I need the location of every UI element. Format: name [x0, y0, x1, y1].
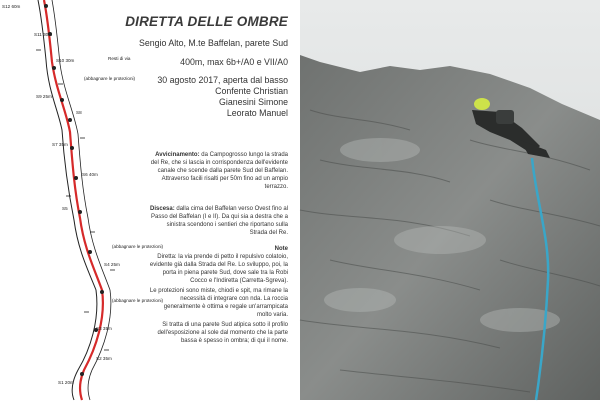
descent-paragraph — [148, 206, 288, 238]
climbing-photo — [300, 0, 600, 400]
pitch-label-1: S1 20m — [58, 380, 74, 385]
pitch-label-3: S3 35m — [96, 326, 112, 331]
climber-2: Leorato Manuel — [226, 108, 288, 118]
pitch-label-8: S8 — [76, 110, 82, 115]
notes-line-2: Si tratta di una parete Sud atipica sotto il profilo dell'esposizione al sole dal momento che la parte bassa è spesso in ombra; di qui il nome. — [157, 321, 288, 344]
climber-0: Confente Christian — [215, 86, 288, 96]
pitch-label-4: S4 25m — [104, 262, 120, 267]
pitch-label-2: S2 35m — [96, 356, 112, 361]
topo-note-2: (abbagnare le protezioni) — [112, 244, 164, 249]
pitch-label-11: S11 30m — [34, 32, 53, 37]
topo-note-3: (abbagnare le protezioni) — [112, 298, 164, 303]
topo-note-0: Resti di via — [108, 56, 131, 61]
pitch-label-10: S10 30m — [56, 58, 75, 63]
pitch-label-7: S7 35m — [52, 142, 68, 147]
notes-line-1: Le protezioni sono miste, chiodi e spit, ma rimane la necessità di integrare con nda. La roccia generalmente è ottima e regale un'arrampicata molto varia. — [149, 287, 288, 318]
descent-text: dalla cima del Baffelan verso Ovest fino al Passo del Baffelan (I e II). Da qui sia a destra che a sinistra scendono i sentieri che riportano sulla Strada del Re. — [151, 206, 288, 236]
helmet — [474, 98, 490, 110]
climber-1: Gianesini Simone — [219, 97, 288, 107]
route-title: DIRETTA DELLE OMBRE — [125, 14, 288, 29]
pitch-label-6: S6 40m — [82, 172, 98, 177]
notes-label: Note — [274, 246, 288, 252]
pitch-label-9: S9 25m — [36, 94, 52, 99]
approach-label: Avvicinamento: — [155, 152, 200, 158]
approach-text: da Campogrosso lungo la strada del Re, che si lascia in corrispondenza dell'evidente canale che scende dalla parete Sud del Baffelan. Attraverso facili risalti per 50m fino ad un ampio terrazzo. — [150, 152, 288, 190]
route-date: 30 agosto 2017, aperta dal basso — [157, 75, 288, 85]
topo-note-1: (abbagnare le protezioni) — [84, 76, 136, 81]
notes-section — [148, 246, 288, 346]
notes-line-0: Diretta: la via prende di petto il repulsivo colatoio, evidente già dalla Strada del Re. Lo sviluppo, poi, la porta in piena parete Sud, dove sale tra la Robi Cocco e l'Indiretta (Carretta-Sgreva). — [149, 253, 288, 284]
pitch-label-12: S12 60m — [2, 4, 21, 9]
route-subtitle: Sengio Alto, M.te Baffelan, parete Sud — [139, 38, 288, 48]
pitch-label-5: S5 — [62, 206, 68, 211]
photo-drawing — [300, 0, 600, 400]
approach-paragraph — [148, 152, 288, 192]
descent-label: Discesa: — [150, 206, 175, 212]
route-grade: 400m, max 6b+/A0 e VII/A0 — [180, 57, 288, 67]
